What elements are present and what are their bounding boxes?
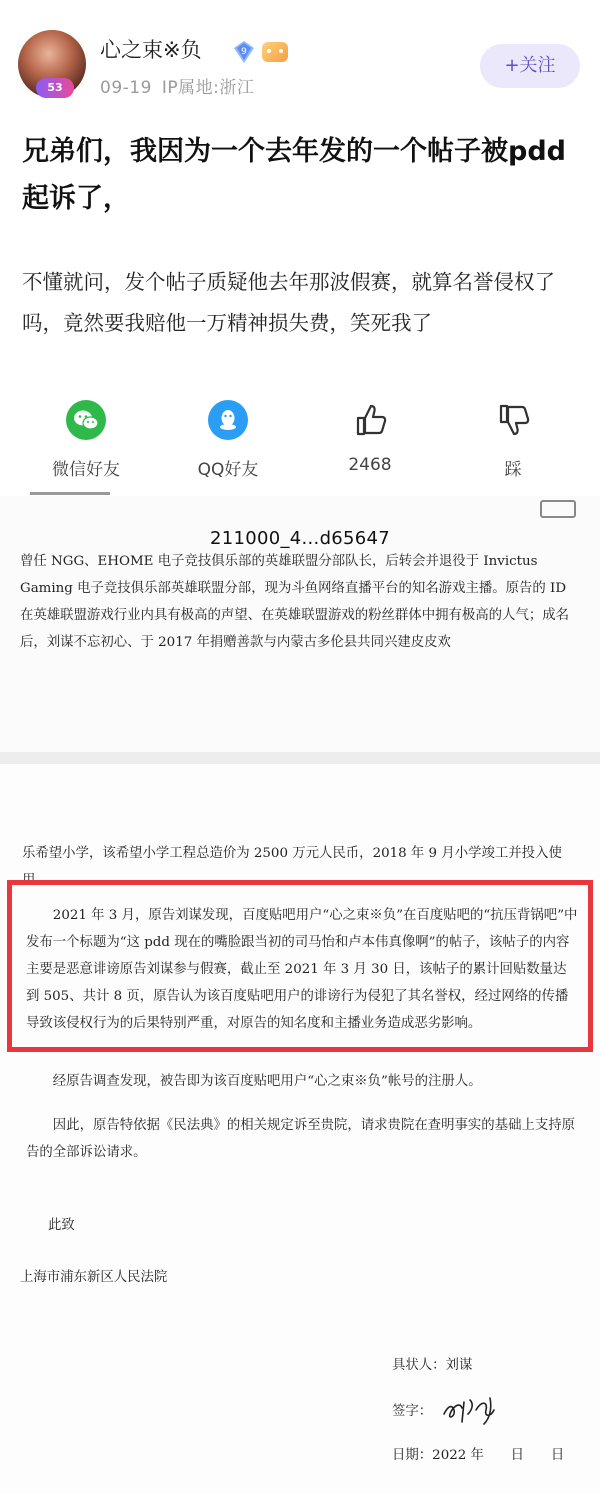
complaint-paragraph-3: 2021 年 3 月，原告刘谋发现，百度贴吧用户“心之束※负”在百度贴吧的“抗压背锅吧”中发布一个标题为“这 pdd 现在的嘴脸跟当初的司马怡和卢本伟真像啊”的帖子，该帖子的内容主要是恶意诽谤原告刘谋参与假赛，截止至 2021 年 3 月 30 日，该帖子的累计回贴数量达到 505、共计 8 页，原告认为该百度贴吧用户的诽谤行为侵犯了其名誉权，经过网络的传播导致该侵权行为的后果特别严重，对原告的知名度和主播业务造成恶劣影响。 [26,908,578,1031]
wechat-icon [66,400,106,440]
gamepad-icon [262,42,288,62]
image-divider [0,752,600,764]
complaint-paragraph-4: 经原告调查发现，被告即为该百度贴吧用户“心之束※负”帐号的注册人。 [52,1074,482,1089]
signature-label: 签字： [392,1404,433,1419]
action-bar [0,400,600,480]
complaint-paragraph-5: 因此，原告特依据《民法典》的相关规定诉至贵院，请求贵院在查明事实的基础上支持原告的全部诉讼请求。 [26,1118,576,1160]
complaint-paragraph-2: 乐希望小学，该希望小学工程总造价为 2500 万元人民币，2018 年 9 月小学竣工并投入使用。 [22,846,562,888]
share-qq-button[interactable] [158,400,298,480]
phone-status-bar [0,496,600,512]
date-line: 日期：2022 年 日 日 [392,1448,565,1463]
complaint-paragraph-1: 曾任 NGG、EHOME 电子竞技俱乐部的英雄联盟分部队长，后转会并退役于 Invictus Gaming 电子竞技俱乐部英雄联盟分部，现为斗鱼网络直播平台的知名游戏主播。原告的 ID 在英雄联盟游戏行业内具有极高的声望、在英雄联盟游戏的粉丝群体中拥有极高的人气；成名后，刘谋不忘初心、于 2017 年捐赠善款与内蒙古多伦县共同兴建皮皮欢 [20,554,570,650]
like-count: 2468 [348,455,392,475]
avatar-badge: 53 [36,78,74,98]
post-body: 不懂就问，发个帖子质疑他去年那波假赛，就算名誉侵权了吗，竟然要我赔他一万精神损失费，笑死我了 [22,270,555,335]
dislike-label: 踩 [504,460,522,480]
level-number: 9 [241,47,247,57]
share-wechat-label: 微信好友 [52,460,120,480]
closing-salutation: 此致 [48,1218,75,1233]
username[interactable]: 心之束※负 [100,38,202,62]
plaintiff-line: 具状人：刘谋 [392,1358,473,1373]
like-button[interactable] [300,400,440,475]
post-meta [100,73,254,98]
post-date: 09-19 [100,78,152,98]
dislike-button[interactable] [443,400,583,480]
share-qq-label: QQ好友 [197,460,259,480]
file-name: 211000_4...d65647 [209,528,391,549]
level-diamond-icon [232,40,256,64]
follow-button[interactable]: +关注 [480,44,580,88]
share-wechat-button[interactable] [16,400,156,480]
thumbs-down-icon [493,400,533,440]
post-header [0,0,600,110]
court-name: 上海市浦东新区人民法院 [20,1270,168,1285]
qq-icon [208,400,248,440]
thumbs-up-icon [350,400,390,440]
battery-icon [540,500,576,518]
post-title: 兄弟们，我因为一个去年发的一个帖子被pdd起诉了， [22,136,566,214]
ip-location: IP属地:浙江 [161,78,255,98]
handwritten-signature [440,1392,510,1428]
